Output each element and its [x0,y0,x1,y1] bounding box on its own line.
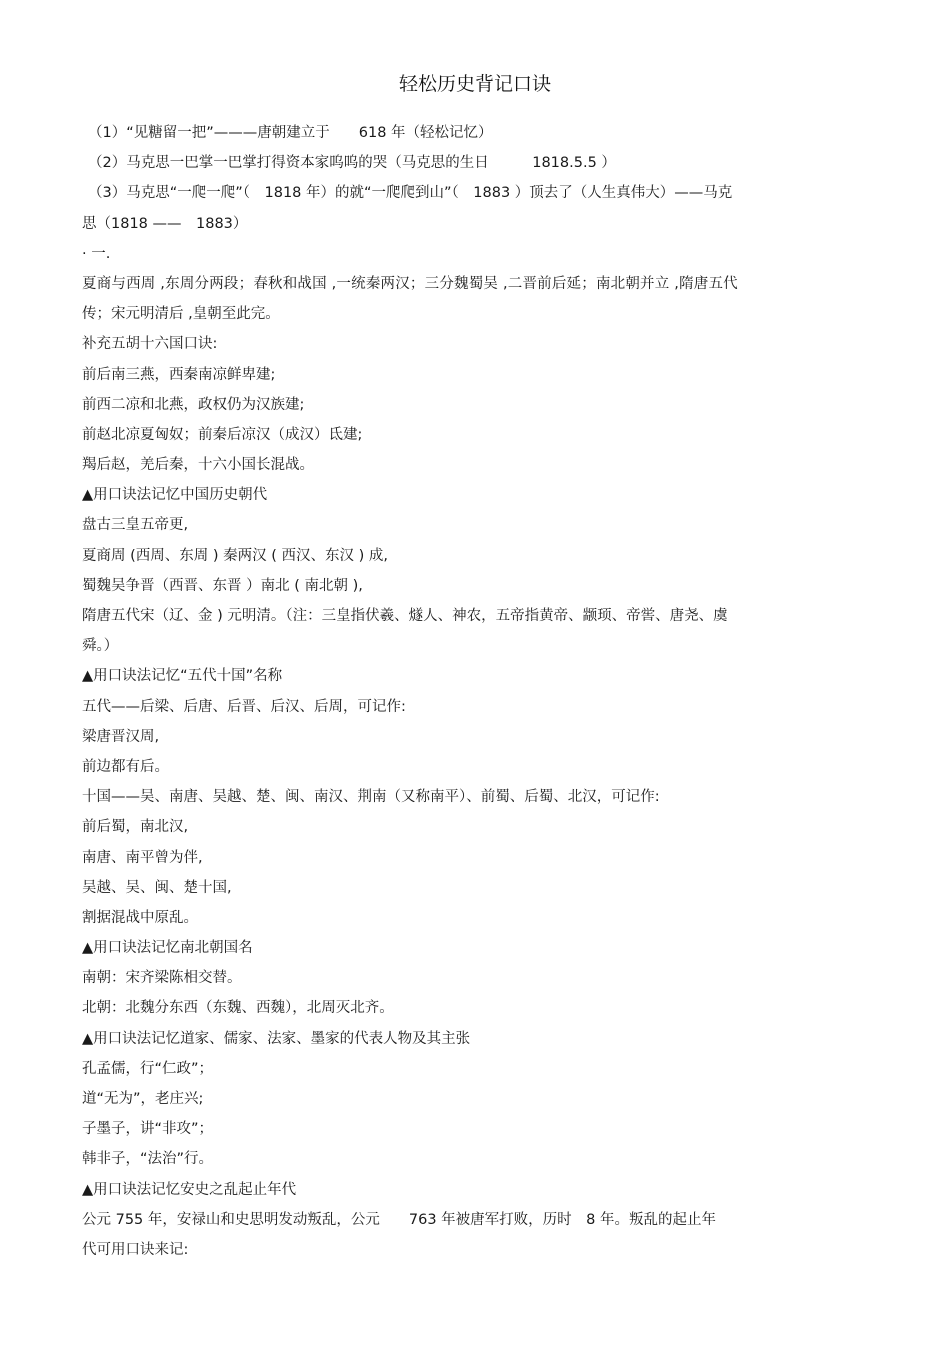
text-line: 传；宋元明清后 ,皇朝至此完。 [82,306,280,323]
text-line: 舜。） [82,638,119,655]
text-line: 夏商与西周 ,东周分两段；春秋和战国 ,一统秦两汉；三分魏蜀吴 ,二晋前后延；南北朝并立 ,隋唐五代 [82,275,738,292]
text-line: 十国——吴、南唐、吴越、楚、闽、南汉、荆南（又称南平）、前蜀、后蜀、北汉，可记作: [82,789,660,806]
text-line: 补充五胡十六国口诀: [82,336,218,353]
text-line: 割据混战中原乱。 [82,909,198,926]
text-line: （3）马克思“一爬一爬”（ 1818 年）的就“一爬爬到山”（ 1883 ）顶去了（人生真伟大）——马克 [88,185,733,202]
text-line: 盘古三皇五帝更, [82,517,189,534]
text-line: 公元 755 年，安禄山和史思明发动叛乱，公元 763 年被唐军打败，历时 8 年。叛乱的起止年 [82,1211,717,1228]
text-line: 前边都有后。 [82,758,169,775]
text-line: 吴越、吴、闽、楚十国, [82,879,232,896]
text-line: 五代——后梁、后唐、后晋、后汉、后周，可记作: [82,698,406,715]
text-line: 前后蜀，南北汉, [82,819,189,836]
text-line: 前后南三燕，西秦南凉鲜卑建; [82,366,276,383]
text-line: 夏商周 (西周、东周 ) 秦两汉 ( 西汉、东汉 ) 成, [82,547,388,564]
text-line: 南唐、南平曾为伴, [82,849,203,866]
text-line: 孔孟儒，行“仁政”； [82,1060,214,1077]
section-heading: ▲用口诀法记忆道家、儒家、法家、墨家的代表人物及其主张 [82,1030,471,1047]
document-title: 轻松历史背记口诀 [398,73,551,95]
text-line: （2）马克思一巴掌一巴掌打得资本家呜呜的哭（马克思的生日 1818.5.5 ） [88,155,616,172]
section-heading: ▲用口诀法记忆中国历史朝代 [82,487,268,504]
text-line: 梁唐晋汉周, [82,728,160,745]
text-line: 隋唐五代宋（辽、金 ) 元明清。（注：三皇指伏羲、燧人、神农，五帝指黄帝、颛顼、帝喾、唐尧、虞 [82,608,728,624]
section-heading: ▲用口诀法记忆“五代十国”名称 [82,668,283,685]
text-line: 思（1818 —— 1883） [82,215,248,232]
text-line: 前赵北凉夏匈奴；前秦后凉汉（成汉）氐建; [82,426,363,443]
document-body [82,118,838,1265]
text-line: · 一. [82,245,111,262]
text-line: 子墨子，讲“非攻”； [82,1121,214,1138]
section-heading: ▲用口诀法记忆南北朝国名 [82,940,253,957]
text-line: 代可用口诀来记: [82,1241,189,1258]
text-line: （1）“见糖留一把”———唐朝建立于 618 年（轻松记忆） [88,125,493,141]
text-line: 北朝：北魏分东西（东魏、西魏），北周灭北齐。 [82,1000,394,1017]
text-line: 前西二凉和北燕，政权仍为汉族建; [82,396,305,413]
section-heading: ▲用口诀法记忆安史之乱起止年代 [82,1181,297,1198]
text-line: 南朝：宋齐梁陈相交替。 [82,970,242,987]
text-line: 韩非子，“法治”行。 [82,1151,214,1168]
text-line: 羯后赵，羌后秦，十六小国长混战。 [82,457,314,474]
text-line: 蜀魏吴争晋（西晋、东晋 ）南北 ( 南北朝 ), [82,577,363,594]
text-line: 道“无为”，老庄兴; [82,1091,204,1107]
